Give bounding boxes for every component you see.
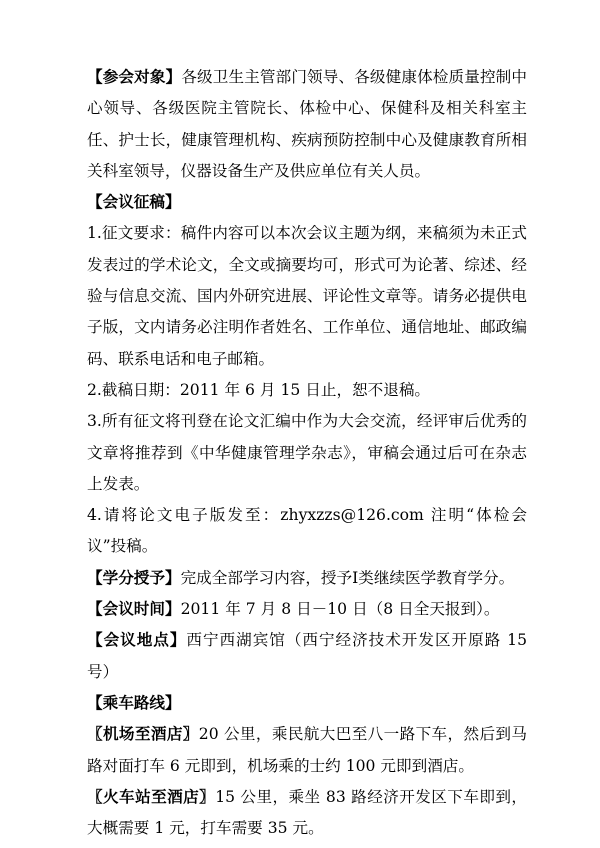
route-heading: 【乘车路线】: [87, 693, 181, 712]
venue-label: 【会议地点】: [87, 631, 187, 650]
time-paragraph: [87, 594, 527, 625]
venue-paragraph: [87, 625, 527, 688]
document-page: [87, 62, 527, 844]
participants-label: 【参会对象】: [87, 68, 182, 86]
paper-item: 4.请将论文电子版发至：zhyxzzs@126.com 注明“体检会议”投稿。: [87, 506, 527, 556]
credits-paragraph: [87, 563, 527, 594]
paper-item: 2.截稿日期：2011 年 6 月 15 日止，恕不退稿。: [87, 380, 431, 399]
train-route-label: 〖火车站至酒店〗: [87, 787, 216, 806]
paper-item: 1.征文要求：稿件内容可以本次会议主题为纲，来稿须为未正式发表过的学术论文，全文或摘要均可，形式可为论著、综述、经验与信息交流、国内外研究进展、评论性文章等。请务必提供电子版，文内请务必注明作者姓名、工作单位、通信地址、邮政编码、联系电话和电子邮箱。: [87, 224, 527, 368]
call-for-papers-heading: 【会议征稿】: [87, 193, 181, 212]
participants-text: 各级卫生主管部门领导、各级健康体检质量控制中心领导、各级医院主管院长、体检中心、保健科及相关科室主任、护士长，健康管理机构、疾病预防控制中心及健康教育所相关科室领导，仪器设备生产及供应单位有关人员。: [87, 68, 527, 180]
credits-label: 【学分授予】: [87, 568, 181, 587]
paper-item: 3.所有征文将刊登在论文汇编中作为大会交流，经评审后优秀的文章将推荐到《中华健康管理学杂志》，审稿会通过后可在杂志上发表。: [87, 412, 527, 493]
time-label: 【会议时间】: [87, 600, 181, 619]
credits-text: 完成全部学习内容，授予Ⅰ类继续医学教育学分。: [180, 568, 515, 587]
airport-route-paragraph: [87, 719, 527, 782]
airport-route-text: 20 公里，乘民航大巴至八一路下车，然后到马路对面打车 6 元即到，机场乘的士约 100 元即到酒店。: [87, 725, 527, 775]
participants-paragraph: [87, 62, 527, 187]
time-text: 2011 年 7 月 8 日－10 日（8 日全天报到）。: [180, 600, 500, 619]
train-route-text: 15 公里，乘坐 83 路经济开发区下车即到，大概需要 1 元，打车需要 35 元。: [87, 787, 527, 838]
train-route-paragraph: [87, 782, 527, 845]
airport-route-label: 〖机场至酒店〗: [87, 725, 199, 744]
venue-text: 西宁西湖宾馆（西宁经济技术开发区开原路 15 号）: [87, 631, 527, 681]
